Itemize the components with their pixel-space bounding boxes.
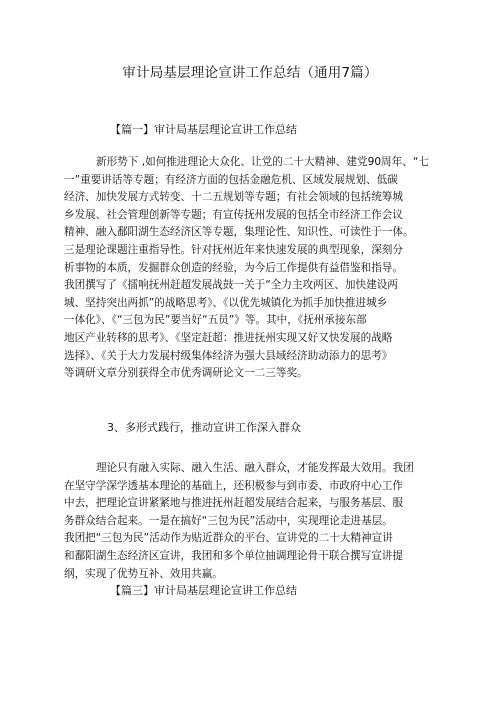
section-heading-1: 【篇一】审计局基层理论宣讲工作总结: [110, 123, 297, 136]
paragraph-line: 等调研文章分别获得全市优秀调研论文一二三等奖。: [64, 367, 308, 380]
paragraph-line: 务群众结合起来。一是在搞好“三包为民”活动中，实现理论走进基层。: [64, 514, 393, 527]
paragraph-2: [64, 460, 438, 583]
paragraph-line: 纲，实现了优势互补、效用共赢。: [64, 567, 223, 580]
sub-heading-3: 3、多形式践行，推动宣讲工作深入群众: [107, 421, 301, 434]
paragraph-line: 和鄱阳湖生态经济区宣讲，我团和多个单位抽调理论骨干联合撰写宣讲提: [64, 549, 403, 562]
paragraph-line: 一”重要讲话等专题；有经济方面的包括金融危机、区域发展规划、低碳: [64, 173, 398, 186]
paragraph-1: [64, 154, 438, 383]
paragraph-line: 我团把“三包为民”活动作为贴近群众的平台、宣讲党的二十大精神宣讲: [64, 532, 393, 545]
paragraph-line: 在坚守学深学透基本理论的基础上，还积极参与到市委、市政府中心工作: [64, 479, 403, 492]
paragraph-line: 选择》、《关于大力发展村级集体经济为强大县域经济助动添力的思考》: [64, 349, 393, 362]
document-title: 审计局基层理论宣讲工作总结（通用7篇）: [122, 65, 378, 81]
section-heading-3: 【篇三】审计局基层理论宣讲工作总结: [110, 584, 297, 597]
paragraph-line: 精神、融入鄱阳湖生态经济区等专题，集理论性、知识性、可读性于一体。: [64, 226, 414, 239]
paragraph-line: 新形势下 ,如何推进理论大众化、让党的二十大精神、建党90周年、“七: [96, 156, 429, 168]
paragraph-line: 城、坚持突出两抓”的战略思考》、《以优先城镇化为抓手加快推进城乡: [64, 296, 388, 309]
paragraph-line: 地区产业转移的思考》、《坚定赶超：推进抚州实现又好又快发展的战略: [64, 331, 393, 344]
paragraph-line: 析事物的本质，发掘群众创造的经验，为今后工作提供有益借鉴和指导。: [64, 261, 403, 274]
paragraph-line: 中去，把理论宣讲紧紧地与推进抚州赶超发展结合起来，与服务基层、服: [64, 497, 403, 510]
paragraph-line: 一体化》、《“三包为民”要当好“五员”》等。其中，《抚州承接东部: [64, 314, 367, 327]
paragraph-line: 乡发展、社会管理创新等专题；有宣传抚州发展的包括全市经济工作会议: [64, 208, 403, 221]
paragraph-line: 我团撰写了《擂响抚州赶超发展战鼓一关于“全力主攻两区、加快建设两: [64, 279, 398, 292]
paragraph-line: 经济、加快发展方式转变、十二五规划等专题；有社会领域的包括统筹城: [64, 191, 403, 204]
paragraph-line: 理论只有融入实际、融入生活、融入群众，才能发挥最大效用。我团: [96, 462, 414, 474]
paragraph-line: 三是理论课题注重指导性。针对抚州近年来快速发展的典型现象，深刻分: [64, 243, 403, 256]
